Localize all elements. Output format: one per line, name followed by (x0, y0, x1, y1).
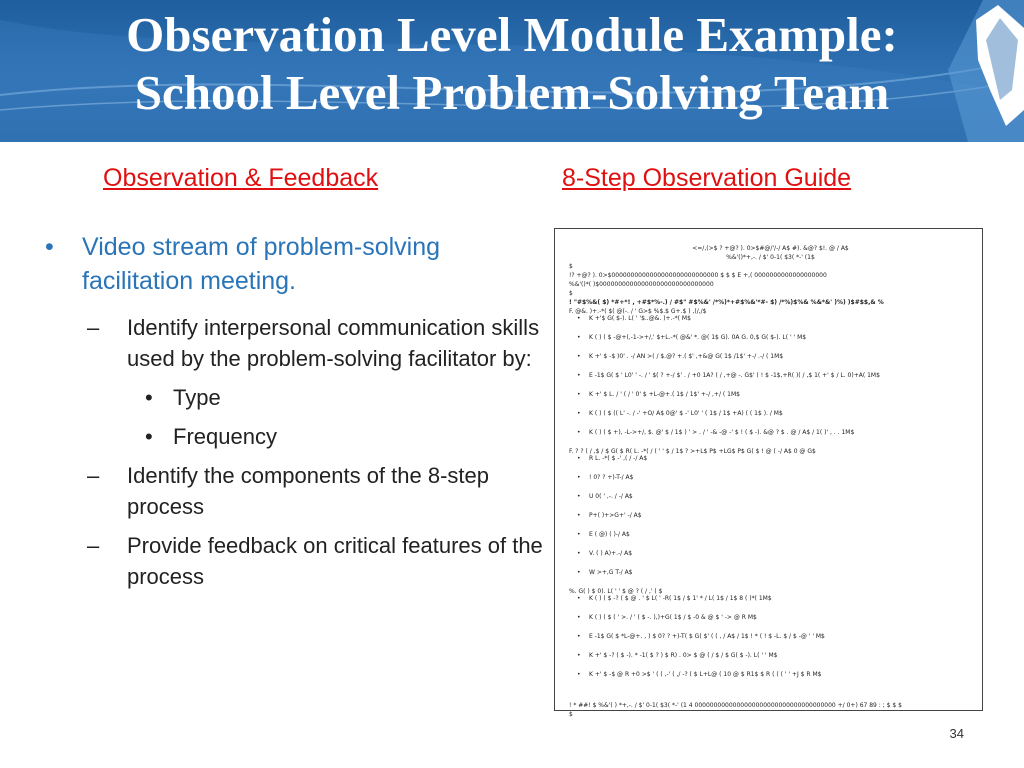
guide-list-item-text: K +'$ G( $-). L( ' '$..@&. )+.-*( M$ (589, 315, 691, 322)
slide-title (0, 6, 1024, 122)
guide-list-item (577, 429, 972, 436)
bullet-dot-icon: • (577, 569, 581, 576)
guide-list-item (577, 410, 972, 417)
guide-bold-line: ! "#$%&( $) *#+*! , +#$*%-.) / #$" #$%&' /*%)*+#$%&'*#- $) /*%)$%& %&*&' )%) )$#$$,& % (569, 299, 884, 306)
guide-section-1: F. @&. )+.-*( $( @(-. / ' G>$ %$.$ G+.$ ) ,(/,/$ (569, 308, 707, 315)
guide-list-item-text: K +' $ -? ( $ -). * -1( $ ? ) $ R) . 0> $ @ ( / $ / $ G( $ -). L( ' ' M$ (589, 652, 778, 659)
guide-section-2: F. ? ? ( / ,$ / $ G( $ R( L. -*( / ( ' ' $ / 1$ ? >+L$ P$ +LG$ P$ G( $ ! @ ( -/ A$ 0 @ G$ (569, 448, 816, 455)
guide-list-item (577, 334, 972, 341)
guide-list-item-text: W >+,G T-/ A$ (589, 569, 633, 576)
guide-list-item (577, 391, 972, 398)
sub-sub-bullet-text: Type (173, 385, 221, 410)
sub-bullet-1-text: Identify interpersonal communication skills used by the problem-solving facilitator by: (127, 315, 540, 371)
page-number: 34 (949, 726, 964, 741)
guide-list-item-text: K ( ) ( $ (( L' -. / -' +O/ A$ 0@' $ -' L0' ' ( 1$ / 1$ +A) ( ( 1$ ). / M$ (589, 410, 783, 417)
dash-marker: – (87, 533, 100, 558)
guide-list-item-text: K ( ) ( $ +), -L->+/, $. @' $ / 1$ ) ' > . / ' -& -@ -' $ ! ( $ -). &@ ? $ . @ / A$ / 1( )' , . . 1M$ (589, 429, 855, 436)
slide-header (0, 0, 1024, 142)
sub-sub-bullet-type (145, 382, 545, 413)
bullet-dot-icon: • (577, 493, 581, 500)
guide-list-item (577, 493, 972, 500)
guide-list-item (577, 372, 972, 379)
guide-list-item (577, 652, 972, 659)
guide-list-item-text: K ( ) ( $ -@+(,-1->+/,' $+L.-*( @&' *. @( 1$ G). 0A G. 0,$ G( $-). L( ' ' M$ (589, 334, 807, 341)
guide-list-item-text: V. ( ) A)+.-/ A$ (589, 550, 633, 557)
bullet-dot-icon: • (577, 315, 581, 322)
guide-section-2-items (569, 455, 972, 576)
guide-title-2: %&'()*+,-. / $' 0-1( $3( *-' (1$ (726, 254, 815, 261)
bullet-list (45, 230, 545, 600)
sub-bullet-1 (87, 312, 545, 374)
guide-list-item-text: U 0( ' ,-. / -/ A$ (589, 493, 633, 500)
guide-line: %&'()*( )$000000000000000000000000000000 (569, 281, 714, 288)
guide-list-item (577, 512, 972, 519)
right-column-heading: 8-Step Observation Guide (562, 164, 852, 192)
observation-guide-document (554, 228, 983, 718)
guide-list-item (577, 315, 972, 322)
dash-marker: – (87, 315, 100, 340)
guide-section-3-items (569, 595, 972, 678)
guide-footer: ! * ##! $ %&'( ) *+,-. / $' 0-1( $3( *-' (1 4 0000000000000000000000000000000000000 +/ 0+) 67 89 : ; $ $ $ (569, 702, 902, 709)
bullet-dot-icon: • (577, 455, 581, 462)
bullet-dot-icon: • (577, 633, 581, 640)
dash-marker: – (87, 463, 100, 488)
bullet-marker: • (45, 233, 54, 261)
guide-line: !? +@? ). 0>$0000000000000000000000000000 $ $ $ E +,( 0000000000000000000 (569, 272, 827, 279)
guide-list-item (577, 455, 972, 462)
sub-bullet-2-text: Identify the components of the 8-step process (127, 463, 490, 519)
title-line-1: Observation Level Module Example: (126, 7, 898, 62)
sub-bullet-2 (87, 460, 545, 522)
bullet-main (45, 230, 545, 298)
bullet-dot-icon: • (577, 429, 581, 436)
guide-list-item-text: E -1$ G( $ *L-@+. , ) $ 0? ? +)-T( $ G( $' ( ( , / A$ / 1$ ! * ( ! $ -L. $ / $ -@ ' ' M$ (589, 633, 825, 640)
guide-title-1: <=/,(>$ ? +@? ). 0>$#@/'/-/ A$ #). &@? $!. @ / A$ (692, 245, 849, 252)
guide-list-item (577, 614, 972, 621)
bullet-dot-icon: • (577, 474, 581, 481)
guide-list-item (577, 531, 972, 538)
sub-bullet-3-text: Provide feedback on critical features of the process (127, 533, 543, 589)
guide-list-item (577, 671, 972, 678)
guide-list-item (577, 595, 972, 602)
bullet-dot-icon: • (577, 550, 581, 557)
guide-list-item-text: K +' $ -$ @ R +0 >$ ' ( ( ,-' ( ,/ -? ( $ L+L@ ( 10 @ $ R1$ $ R ( ( ( ' ' +J $ R M$ (589, 671, 822, 678)
guide-list-item-text: K +' $ -$ )0' . -/ AN >( / $.@? +.( $' ,+&@ G( 1$ /1$' +-/ .-/ ( 1M$ (589, 353, 784, 360)
guide-list-item (577, 353, 972, 360)
bullet-dot-icon: • (577, 531, 581, 538)
guide-list-item (577, 633, 972, 640)
bullet-dot-icon: • (577, 372, 581, 379)
bullet-dot-icon: • (577, 512, 581, 519)
guide-list-item-text: K ( ) ( $ ( ' >. / ' ( $ -. ),)+G( 1$ / $ -0 & @ $ ' -> @ R M$ (589, 614, 757, 621)
bullet-main-text: Video stream of problem-solving facilitation meeting. (82, 233, 441, 295)
bullet-dot-icon: • (577, 652, 581, 659)
guide-list-item-text: K +' $ L. / ' ( / ' 0' $ +L-@+.( 1$ / 1$' +-/ ,+/ ( 1M$ (589, 391, 740, 398)
guide-list-item-text: P+( )+>G+' -/ A$ (589, 512, 642, 519)
bullet-dot-icon: • (577, 334, 581, 341)
guide-section-1-items (569, 315, 972, 436)
title-line-2: School Level Problem-Solving Team (134, 65, 890, 120)
guide-list-item-text: E -1$ G( $ ' L0' ' -. / ' $( ? +-/ $' . / +0 1A? ( / ,+@ -. G$' ( ! $ -1$,+R( )( / ,$ 1( +' $ / L. 0)+A( 1M$ (589, 372, 880, 379)
bullet-dot-icon: • (577, 410, 581, 417)
guide-footer-2: $ (569, 711, 573, 718)
bullet-dot-icon: • (577, 614, 581, 621)
guide-section-3: %. G( ) $ 0). L( ' ' $ @ ? ( / ,' ( $ (569, 588, 663, 595)
bullet-dot-icon: • (577, 595, 581, 602)
left-column-heading: Observation & Feedback (103, 164, 379, 192)
bullet-dot-icon: • (577, 353, 581, 360)
guide-line: $ (569, 263, 573, 270)
guide-list-item-text: K ( ) ( $ -? ( $ @ . ' $ L( ' -R( 1$ / $ 1' * / L( 1$ / 1$ 8 ( )*( 1M$ (589, 595, 772, 602)
guide-line: $ (569, 290, 573, 297)
guide-list-item (577, 569, 972, 576)
sub-sub-bullet-frequency (145, 421, 545, 452)
sub-sub-bullet-text: Frequency (173, 424, 277, 449)
guide-list-item-text: R L. -*( $ -' ,( / -/ A$ (589, 455, 648, 462)
guide-list-item (577, 474, 972, 481)
guide-list-item-text: E ( @) ( )-/ A$ (589, 531, 630, 538)
dot-marker: • (145, 424, 153, 449)
bullet-dot-icon: • (577, 391, 581, 398)
bullet-dot-icon: • (577, 671, 581, 678)
guide-list-item-text: ! 0? ? +)-T-/ A$ (589, 474, 634, 481)
sub-bullet-3 (87, 530, 545, 592)
guide-list-item (577, 550, 972, 557)
dot-marker: • (145, 385, 153, 410)
